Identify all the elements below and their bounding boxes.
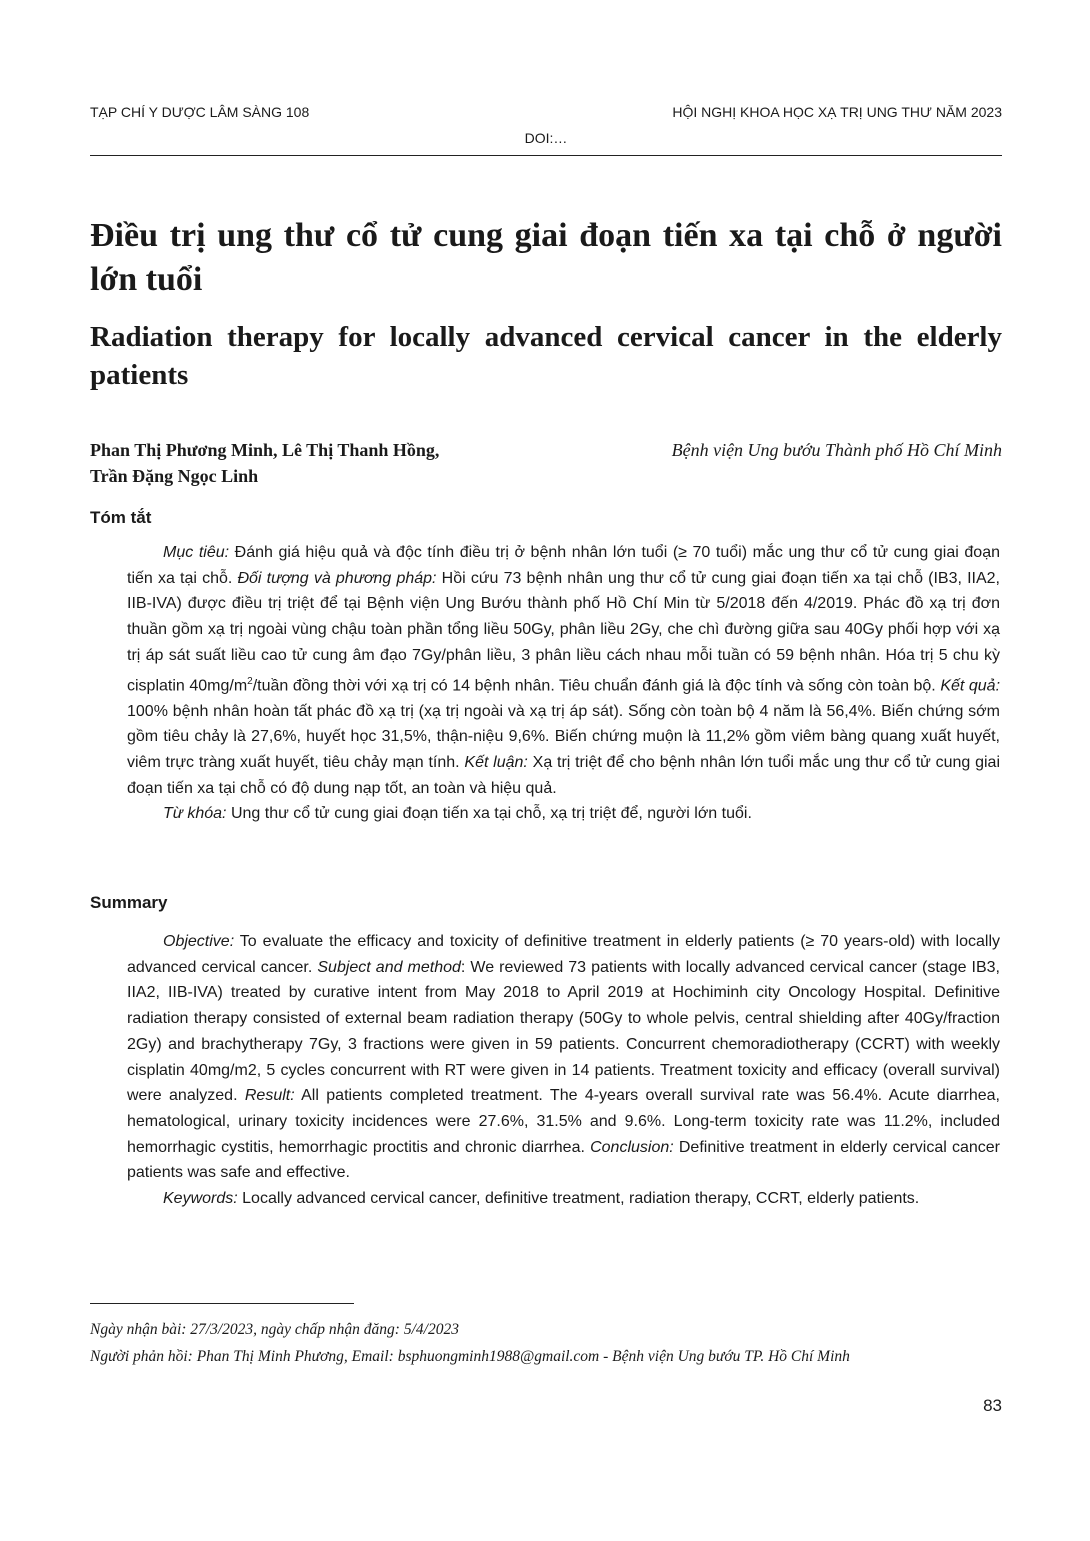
label-result: Result: bbox=[244, 1087, 295, 1105]
text-keywords: Locally advanced cervical cancer, definitive treatment, radiation therapy, CCRT, elderly patients. bbox=[237, 1190, 920, 1208]
footnote-contact: Người phản hồi: Phan Thị Minh Phương, Email: bsphuongminh1988@gmail.com - Bệnh viện Ung bướu TP. Hồ Chí Minh bbox=[90, 1348, 850, 1365]
running-header bbox=[90, 104, 1002, 126]
abstract-vi-heading: Tóm tắt bbox=[90, 508, 152, 527]
footnote-divider bbox=[90, 1303, 354, 1304]
text-doi-tuong-cont: /tuần đồng thời với xạ trị có 14 bệnh nhân. Tiêu chuẩn đánh giá là độc tính và sống còn toàn bộ. bbox=[252, 676, 941, 694]
label-keywords: Keywords: bbox=[163, 1190, 238, 1208]
label-ket-luan: Kết luận: bbox=[464, 753, 528, 771]
abstract-en-paragraph bbox=[127, 929, 1000, 1186]
journal-name: TẠP CHÍ Y DƯỢC LÂM SÀNG 108 bbox=[90, 104, 310, 120]
superscript-2: 2 bbox=[247, 675, 253, 687]
text-ket-luan: Xạ trị triệt để cho bệnh nhân lớn tuổi mắc ung thư cổ tử cung giai đoạn tiến xa tại chỗ có độ dung nạp tốt, an toàn và hiệu quả. bbox=[127, 753, 1001, 797]
text-result: All patients completed treatment. The 4-years overall survival rate was 56.4%. Acute diarrhea, hematological, urinary toxicity incidences were 27.6%, 31.5% and 9.6%. Long-term toxicity rate was 11.2%, included hemorrhagic cystitis, hemorrhagic proctitis and chronic diarrhea. bbox=[127, 1087, 1001, 1156]
label-muc-tieu: Mục tiêu: bbox=[163, 544, 230, 561]
article-page bbox=[90, 0, 1002, 1541]
author-line-1: Phan Thị Phương Minh, Lê Thị Thanh Hồng, bbox=[90, 440, 440, 460]
keywords-vi-paragraph bbox=[127, 801, 1000, 827]
footnote-dates: Ngày nhận bài: 27/3/2023, ngày chấp nhận đăng: 5/4/2023 bbox=[90, 1321, 459, 1338]
keywords-en-paragraph bbox=[127, 1186, 1000, 1212]
text-tu-khoa: Ung thư cổ tử cung giai đoạn tiến xa tại chỗ, xạ trị triệt để, người lớn tuổi. bbox=[226, 805, 752, 823]
label-doi-tuong: Đối tượng và phương pháp: bbox=[237, 569, 437, 587]
text-conclusion: Definitive treatment in elderly cervical cancer patients was safe and effective. bbox=[127, 1138, 1001, 1182]
affiliation: Bệnh viện Ung bướu Thành phố Hồ Chí Minh bbox=[671, 440, 1002, 460]
abstract-vi-paragraph bbox=[127, 540, 1000, 801]
page-number: 83 bbox=[983, 1396, 1002, 1415]
title-vietnamese: Điều trị ung thư cổ tử cung giai đoạn tiến xa tại chỗ ở người lớn tuổi bbox=[90, 217, 1002, 298]
header-divider bbox=[90, 155, 1002, 156]
conference-name: HỘI NGHỊ KHOA HỌC XẠ TRỊ UNG THƯ NĂM 2023 bbox=[672, 104, 1002, 120]
text-ket-qua: 100% bệnh nhân hoàn tất phác đồ xạ trị (xạ trị ngoài và xạ trị áp sát). Sống còn toàn bộ 4 năm là 56,4%. Biến chứng sớm gồm tiêu chảy là 27,6%, huyết học 31,5%, thận-niệu 9,6%. Biến chứng muộn là 11,2% gồm viêm bàng quang xuất huyết, viêm trực tràng xuất huyết, tiêu chảy mạn tính. bbox=[127, 702, 1000, 771]
text-method: : We reviewed 73 patients with locally advanced cervical cancer (stage IB3, IIA2, IIB-IVA) treated by curative intent from May 2018 to April 2019 at Hochiminh city Oncology Hospital. Definitive radiation therapy consisted of external beam radiation therapy (50Gy to whole pelvis, central shielding after 40Gy/fraction 2Gy) and brachytherapy 7Gy, 3 fractions were given in 59 patients. Concurrent chemoradiotherapy (CCRT) with weekly cisplatin 40mg/m2, 5 cycles concurrent with RT were given in 14 patients. Treatment toxicity and efficacy (overall survival) were analyzed. bbox=[127, 958, 1001, 1105]
doi-label: DOI:… bbox=[524, 130, 568, 146]
label-tu-khoa: Từ khóa: bbox=[163, 805, 227, 823]
abstract-english bbox=[127, 929, 1000, 1212]
label-conclusion: Conclusion: bbox=[590, 1138, 674, 1156]
abstract-en-heading: Summary bbox=[90, 893, 168, 912]
text-objective: To evaluate the efficacy and toxicity of definitive treatment in elderly patients (≥ 70 years-old) with locally advanced cervical cancer. bbox=[127, 933, 1000, 976]
label-ket-qua: Kết quả: bbox=[940, 676, 1001, 694]
author-list bbox=[90, 437, 570, 489]
text-muc-tieu: Đánh giá hiệu quả và độc tính điều trị ở bệnh nhân lớn tuổi (≥ 70 tuổi) mắc ung thư cổ tử cung giai đoạn tiến xa tại chỗ. bbox=[127, 544, 1000, 587]
text-doi-tuong: Hồi cứu 73 bệnh nhân ung thư cổ tử cung giai đoạn tiến xa tại chỗ (IB3, IIA2, IIB-IVA) được điều trị triệt để tại Bệnh viện Ung Bướu thành phố Hồ Chí Min từ 5/2018 đến 4/2019. Phác đồ xạ trị đơn thuần gồm xạ trị ngoài vùng chậu toàn phần tổng liều 50Gy, phân liều 2Gy, che chì đường giữa sau 40Gy phối hợp với xạ trị áp sát suất liều cao tử cung âm đạo 7Gy/phân liều, 3 phân liều cách nhau mỗi tuần có 59 bệnh nhân. Hóa trị 5 chu kỳ cisplatin 40mg/m bbox=[127, 569, 1000, 694]
author-line-2: Trần Đặng Ngọc Linh bbox=[90, 466, 259, 486]
title-english: Radiation therapy for locally advanced cervical cancer in the elderly patients bbox=[90, 321, 1002, 391]
abstract-vietnamese bbox=[127, 540, 1000, 827]
label-objective: Objective: bbox=[163, 933, 235, 950]
label-method: Subject and method bbox=[317, 958, 461, 976]
